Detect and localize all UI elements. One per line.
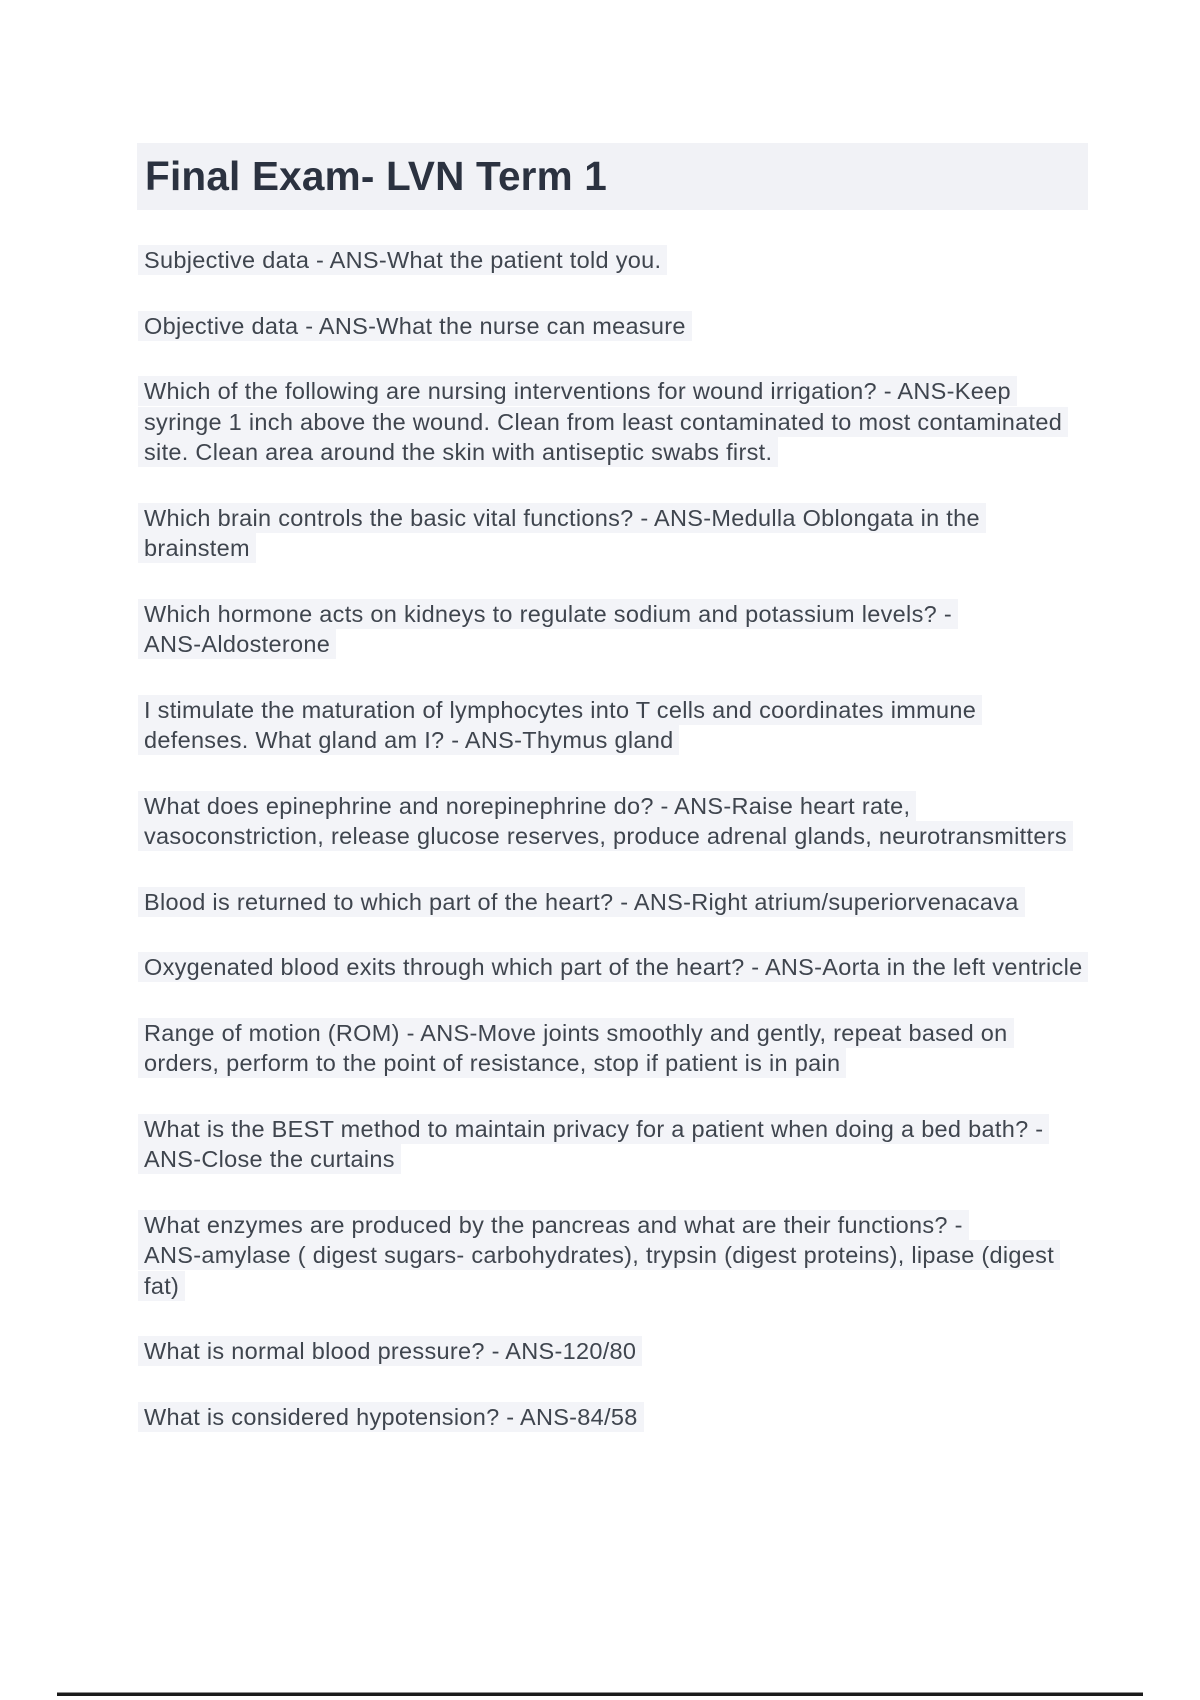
qa-line	[137, 311, 1088, 342]
qa-line-text: ANS-Aldosterone	[138, 629, 336, 659]
qa-item	[137, 887, 1088, 918]
qa-line	[137, 245, 1088, 276]
qa-line	[137, 629, 1088, 660]
qa-line-text: Subjective data - ANS-What the patient told you.	[138, 245, 667, 275]
qa-line-text: Range of motion (ROM) - ANS-Move joints smoothly and gently, repeat based on	[138, 1018, 1014, 1048]
qa-line-text: ANS-Close the curtains	[138, 1144, 401, 1174]
qa-item	[137, 311, 1088, 342]
qa-line	[137, 725, 1088, 756]
qa-line	[137, 1018, 1088, 1049]
qa-item	[137, 1402, 1088, 1433]
qa-line-text: Objective data - ANS-What the nurse can measure	[138, 311, 692, 341]
qa-line-text: Oxygenated blood exits through which part of the heart? - ANS-Aorta in the left ventricle	[138, 952, 1088, 982]
qa-item	[137, 1114, 1088, 1175]
qa-line-text: What is considered hypotension? - ANS-84/58	[138, 1402, 644, 1432]
qa-line	[137, 437, 1088, 468]
qa-line-text: What is normal blood pressure? - ANS-120/80	[138, 1336, 642, 1366]
document-content	[137, 143, 1088, 1432]
qa-item	[137, 1018, 1088, 1079]
qa-item	[137, 503, 1088, 564]
qa-item	[137, 245, 1088, 276]
qa-line	[137, 791, 1088, 822]
qa-line-text: ANS-amylase ( digest sugars- carbohydrates), trypsin (digest proteins), lipase (digest	[138, 1240, 1060, 1270]
qa-line-text: fat)	[138, 1271, 185, 1301]
qa-line	[137, 1336, 1088, 1367]
qa-line-text: Blood is returned to which part of the heart? - ANS-Right atrium/superiorvenacava	[138, 887, 1025, 917]
qa-line	[137, 1048, 1088, 1079]
qa-line	[137, 1271, 1088, 1302]
page-title: Final Exam- LVN Term 1	[137, 143, 1088, 210]
qa-line	[137, 503, 1088, 534]
qa-line-text: Which of the following are nursing interventions for wound irrigation? - ANS-Keep	[138, 376, 1017, 406]
qa-list	[137, 245, 1088, 1432]
qa-line	[137, 821, 1088, 852]
qa-item	[137, 952, 1088, 983]
qa-line-text: What does epinephrine and norepinephrine do? - ANS-Raise heart rate,	[138, 791, 916, 821]
qa-line-text: Which hormone acts on kidneys to regulate sodium and potassium levels? -	[138, 599, 958, 629]
qa-line	[137, 533, 1088, 564]
qa-item	[137, 376, 1088, 468]
qa-line-text: vasoconstriction, release glucose reserves, produce adrenal glands, neurotransmitters	[138, 821, 1073, 851]
qa-line-text: site. Clean area around the skin with antiseptic swabs first.	[138, 437, 778, 467]
qa-item	[137, 599, 1088, 660]
qa-line	[137, 887, 1088, 918]
qa-line	[137, 952, 1088, 983]
qa-line	[137, 407, 1088, 438]
qa-line-text: brainstem	[138, 533, 256, 563]
qa-line	[137, 1240, 1088, 1271]
qa-line-text: I stimulate the maturation of lymphocytes into T cells and coordinates immune	[138, 695, 982, 725]
qa-line	[137, 376, 1088, 407]
qa-item	[137, 1336, 1088, 1367]
qa-line-text: orders, perform to the point of resistance, stop if patient is in pain	[138, 1048, 846, 1078]
qa-line	[137, 1144, 1088, 1175]
qa-line-text: Which brain controls the basic vital functions? - ANS-Medulla Oblongata in the	[138, 503, 986, 533]
qa-line	[137, 1114, 1088, 1145]
qa-line-text: What is the BEST method to maintain privacy for a patient when doing a bed bath? -	[138, 1114, 1049, 1144]
qa-line	[137, 1210, 1088, 1241]
qa-line	[137, 599, 1088, 630]
qa-item	[137, 695, 1088, 756]
qa-line-text: What enzymes are produced by the pancreas and what are their functions? -	[138, 1210, 969, 1240]
page-bottom-rule	[57, 1692, 1143, 1696]
qa-line	[137, 695, 1088, 726]
qa-item	[137, 1210, 1088, 1302]
qa-item	[137, 791, 1088, 852]
qa-line-text: syringe 1 inch above the wound. Clean from least contaminated to most contaminated	[138, 407, 1068, 437]
qa-line	[137, 1402, 1088, 1433]
qa-line-text: defenses. What gland am I? - ANS-Thymus gland	[138, 725, 679, 755]
